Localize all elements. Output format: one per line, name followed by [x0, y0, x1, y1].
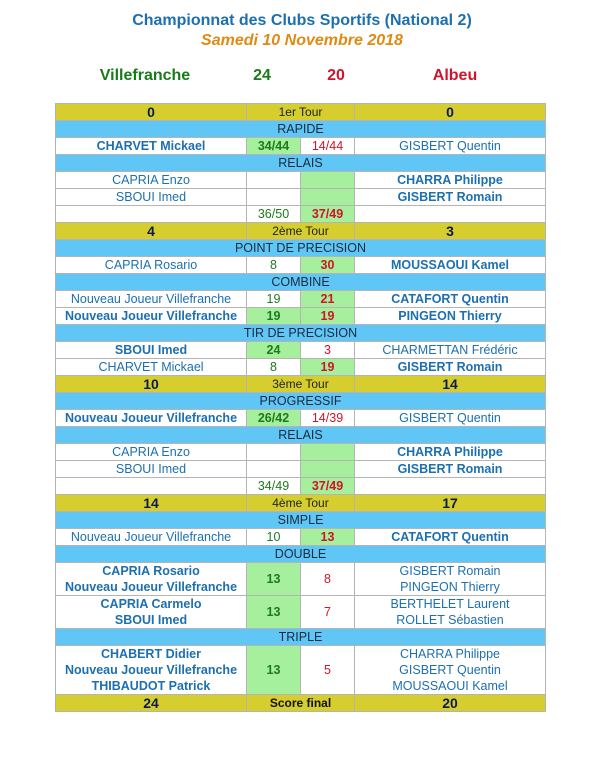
section-title: TRIPLE [56, 629, 546, 646]
points-left [247, 172, 301, 189]
player-left: CAPRIA Rosario [56, 257, 247, 274]
points-right: 5 [301, 646, 355, 695]
section-row [56, 427, 546, 444]
player-right: GISBERT Quentin [355, 410, 546, 427]
player-right: CHARRA Philippe [355, 172, 546, 189]
players-left [56, 563, 247, 596]
match-row [56, 359, 546, 376]
match-row [56, 444, 546, 461]
match-row [56, 646, 546, 695]
section-title: POINT DE PRECISION [56, 240, 546, 257]
player-right: CHARMETTAN Frédéric [355, 342, 546, 359]
player-right: CHARRA Philippe [355, 444, 546, 461]
player-left: CAPRIA Enzo [56, 172, 247, 189]
tour-label: 4ème Tour [247, 495, 355, 512]
player-right: MOUSSAOUI Kamel [355, 257, 546, 274]
points-left [247, 444, 301, 461]
tour-score-left: 14 [56, 495, 247, 512]
championship-title: Championnat des Clubs Sportifs (National 2) [132, 12, 472, 29]
player-left: Nouveau Joueur Villefranche [64, 580, 238, 594]
points-left: 34/49 [247, 478, 301, 495]
tour-label: 1er Tour [247, 104, 355, 121]
points-right: 30 [301, 257, 355, 274]
player-left: CHARVET Mickael [56, 138, 247, 155]
players-right [355, 563, 546, 596]
player-left: CAPRIA Rosario [102, 564, 200, 578]
final-row [56, 695, 546, 712]
players-left [56, 646, 247, 695]
match-row [56, 257, 546, 274]
tour-score-right: 17 [355, 495, 546, 512]
player-left: CAPRIA Enzo [56, 444, 247, 461]
tour-score-left: 0 [56, 104, 247, 121]
section-title: RAPIDE [56, 121, 546, 138]
match-row [56, 410, 546, 427]
tour-row [56, 104, 546, 121]
match-row [56, 529, 546, 546]
section-title: TIR DE PRECISION [56, 325, 546, 342]
relay-score-row [56, 478, 546, 495]
points-right: 13 [301, 529, 355, 546]
points-right: 19 [301, 359, 355, 376]
points-left: 36/50 [247, 206, 301, 223]
player-left: Nouveau Joueur Villefranche [56, 410, 247, 427]
player-left: Nouveau Joueur Villefranche [64, 663, 238, 677]
empty-cell [355, 206, 546, 223]
players-left [56, 596, 247, 629]
player-right: GISBERT Romain [355, 359, 546, 376]
tour-score-right: 0 [355, 104, 546, 121]
player-left: SBOUI Imed [56, 461, 247, 478]
match-row [56, 138, 546, 155]
team-right-name: Albeu [432, 67, 478, 84]
final-label: Score final [247, 695, 355, 712]
section-title: DOUBLE [56, 546, 546, 563]
points-left [247, 461, 301, 478]
team-right-score: 20 [327, 67, 345, 84]
points-left: 8 [247, 257, 301, 274]
points-right [301, 461, 355, 478]
player-right: GISBERT Quentin [399, 663, 501, 677]
section-row [56, 546, 546, 563]
points-right [301, 189, 355, 206]
relay-score-row [56, 206, 546, 223]
points-right: 19 [301, 308, 355, 325]
player-right: CATAFORT Quentin [355, 291, 546, 308]
tour-label: 2ème Tour [247, 223, 355, 240]
section-title: SIMPLE [56, 512, 546, 529]
points-left: 19 [247, 308, 301, 325]
match-row [56, 563, 546, 596]
player-right: CHARRA Philippe [399, 647, 501, 661]
section-row [56, 512, 546, 529]
final-score-left: 24 [56, 695, 247, 712]
points-left: 8 [247, 359, 301, 376]
player-left: SBOUI Imed [114, 613, 188, 627]
player-right: CATAFORT Quentin [355, 529, 546, 546]
match-row [56, 291, 546, 308]
points-left: 24 [247, 342, 301, 359]
points-right: 37/49 [301, 478, 355, 495]
player-left: SBOUI Imed [56, 342, 247, 359]
points-left: 13 [247, 646, 301, 695]
section-row [56, 155, 546, 172]
match-row [56, 342, 546, 359]
player-left: CHABERT Didier [100, 647, 201, 661]
tour-label: 3ème Tour [247, 376, 355, 393]
section-title: RELAIS [56, 427, 546, 444]
points-right: 7 [301, 596, 355, 629]
tour-row [56, 223, 546, 240]
points-left: 13 [247, 563, 301, 596]
section-row [56, 325, 546, 342]
points-left [247, 189, 301, 206]
section-title: COMBINE [56, 274, 546, 291]
player-right: GISBERT Quentin [355, 138, 546, 155]
player-right: GISBERT Romain [399, 564, 501, 578]
section-row [56, 629, 546, 646]
match-row [56, 596, 546, 629]
section-row [56, 240, 546, 257]
player-right: BERTHELET Laurent [390, 597, 510, 611]
players-right [355, 646, 546, 695]
empty-cell [56, 478, 247, 495]
tour-score-left: 10 [56, 376, 247, 393]
results-table [55, 103, 546, 712]
points-right: 8 [301, 563, 355, 596]
points-left: 19 [247, 291, 301, 308]
tour-row [56, 376, 546, 393]
team-left-name: Villefranche [99, 67, 191, 84]
section-title: RELAIS [56, 155, 546, 172]
player-left: Nouveau Joueur Villefranche [56, 291, 247, 308]
points-right: 3 [301, 342, 355, 359]
points-left: 13 [247, 596, 301, 629]
final-score-right: 20 [355, 695, 546, 712]
player-right: PINGEON Thierry [400, 580, 500, 594]
player-left: Nouveau Joueur Villefranche [56, 529, 247, 546]
player-left: THIBAUDOT Patrick [91, 679, 211, 693]
player-left: CAPRIA Carmelo [100, 597, 202, 611]
match-row [56, 461, 546, 478]
empty-cell [56, 206, 247, 223]
tour-score-right: 14 [355, 376, 546, 393]
points-left: 10 [247, 529, 301, 546]
section-row [56, 121, 546, 138]
player-left: SBOUI Imed [56, 189, 247, 206]
match-row [56, 172, 546, 189]
tour-row [56, 495, 546, 512]
player-right: GISBERT Romain [355, 461, 546, 478]
match-row [56, 308, 546, 325]
section-title: PROGRESSIF [56, 393, 546, 410]
points-left: 34/44 [247, 138, 301, 155]
match-date: Samedi 10 Novembre 2018 [201, 32, 403, 49]
points-right: 14/39 [301, 410, 355, 427]
team-left-score: 24 [253, 67, 271, 84]
player-right: PINGEON Thierry [355, 308, 546, 325]
points-right [301, 172, 355, 189]
player-left: CHARVET Mickael [56, 359, 247, 376]
points-right: 21 [301, 291, 355, 308]
points-left: 26/42 [247, 410, 301, 427]
match-row [56, 189, 546, 206]
player-right: GISBERT Romain [355, 189, 546, 206]
section-row [56, 274, 546, 291]
player-left: Nouveau Joueur Villefranche [56, 308, 247, 325]
section-row [56, 393, 546, 410]
points-right: 37/49 [301, 206, 355, 223]
players-right [355, 596, 546, 629]
tour-score-right: 3 [355, 223, 546, 240]
player-right: ROLLET Sébastien [396, 613, 504, 627]
points-right: 14/44 [301, 138, 355, 155]
tour-score-left: 4 [56, 223, 247, 240]
points-right [301, 444, 355, 461]
player-right: MOUSSAOUI Kamel [392, 679, 508, 693]
empty-cell [355, 478, 546, 495]
